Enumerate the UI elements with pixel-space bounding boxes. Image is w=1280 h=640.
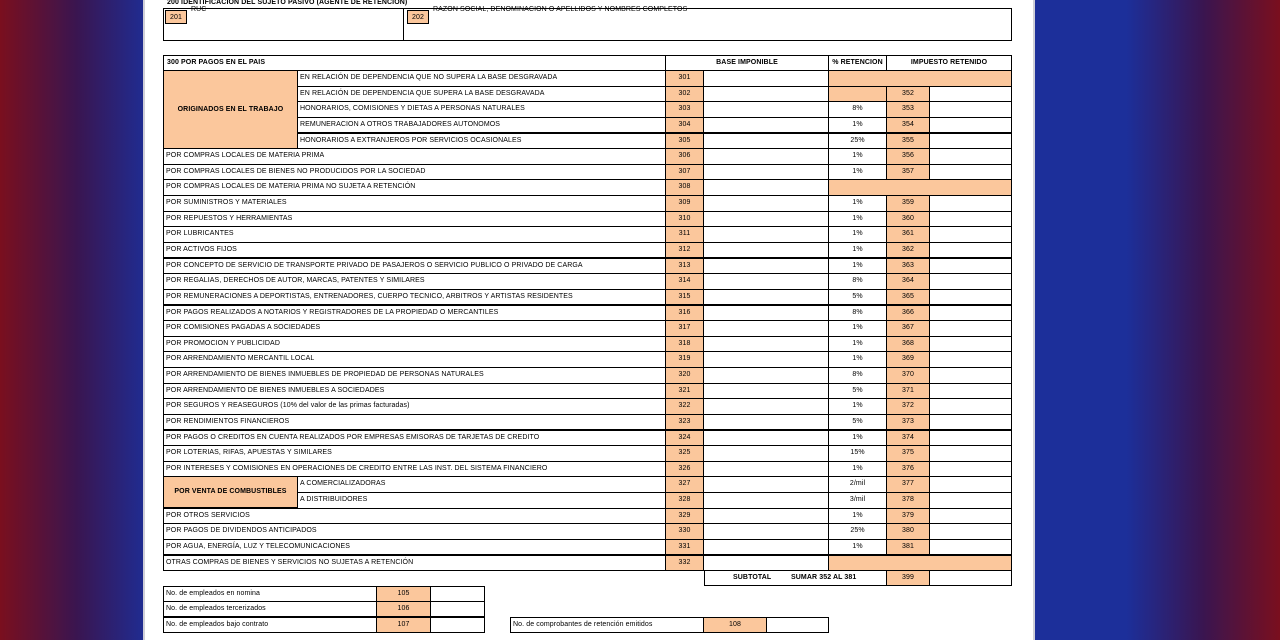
col-impuesto-retenido: IMPUESTO RETENIDO [886,55,1012,71]
base-imponible-field[interactable] [703,461,829,478]
base-imponible-field[interactable] [703,430,829,447]
row-code: 317 [665,320,704,337]
row-code: 309 [665,195,704,212]
retention-code: 375 [886,445,930,462]
row-label: POR ARRENDAMIENTO MERCANTIL LOCAL [163,351,666,368]
comprobantes-code: 108 [703,617,767,633]
row-label: POR COMPRAS LOCALES DE MATERIA PRIMA [163,148,666,165]
row-label: POR PAGOS REALIZADOS A NOTARIOS Y REGISTRADORES DE LA PROPIEDAD O MERCANTILES [163,305,666,322]
impuesto-retenido-field[interactable] [929,523,1012,540]
pct-blocked-cell [828,86,887,103]
impuesto-retenido-field[interactable] [929,86,1012,103]
row-code: 305 [665,133,704,150]
retention-percent: 2/mil [828,476,887,493]
retention-code: 354 [886,117,930,134]
row-code: 328 [665,492,704,509]
row-label: POR PAGOS DE DIVIDENDOS ANTICIPADOS [163,523,666,540]
row-code: 316 [665,305,704,322]
retention-percent: 25% [828,523,887,540]
impuesto-retenido-field[interactable] [929,305,1012,322]
row-code: 303 [665,101,704,118]
base-imponible-field[interactable] [703,195,829,212]
name-label: RAZON SOCIAL, DENOMINACION O APELLIDOS Y NOMBRES COMPLETOS [433,6,688,13]
base-imponible-field[interactable] [703,523,829,540]
row-label: POR LUBRICANTES [163,226,666,243]
base-imponible-field[interactable] [703,555,829,572]
name-code: 202 [407,10,429,24]
row-code: 331 [665,539,704,556]
row-label: POR REMUNERACIONES A DEPORTISTAS, ENTRENADORES, CUERPO TECNICO, ARBITROS Y ARTISTAS RESIDENTES [163,289,666,306]
row-label: POR ARRENDAMIENTO DE BIENES INMUEBLES A SOCIEDADES [163,383,666,400]
empleados-contrato-field[interactable] [430,617,485,633]
row-code: 318 [665,336,704,353]
retention-code: 381 [886,539,930,556]
retention-percent: 3/mil [828,492,887,509]
base-imponible-field[interactable] [703,289,829,306]
impuesto-retenido-field[interactable] [929,273,1012,290]
row-label: POR COMPRAS LOCALES DE BIENES NO PRODUCIDOS POR LA SOCIEDAD [163,164,666,181]
retention-percent: 1% [828,508,887,525]
retention-code: 365 [886,289,930,306]
retention-code: 373 [886,414,930,431]
retention-percent: 1% [828,336,887,353]
retention-percent: 1% [828,226,887,243]
base-imponible-field[interactable] [703,398,829,415]
row-code: 314 [665,273,704,290]
empleados-contrato-code: 107 [376,617,431,633]
base-imponible-field[interactable] [703,242,829,259]
subtotal-label: SUBTOTAL [733,574,772,581]
empleados-nomina-code: 105 [376,586,431,602]
retention-percent: 1% [828,398,887,415]
row-code: 307 [665,164,704,181]
row-label: EN RELACIÓN DE DEPENDENCIA QUE SUPERA LA BASE DESGRAVADA [297,86,666,103]
base-imponible-field[interactable] [703,476,829,493]
base-imponible-field[interactable] [703,351,829,368]
row-code: 319 [665,351,704,368]
row-code: 302 [665,86,704,103]
row-code: 322 [665,398,704,415]
row-code: 329 [665,508,704,525]
row-code: 332 [665,555,704,572]
retention-percent: 1% [828,320,887,337]
row-code: 304 [665,117,704,134]
retention-percent: 8% [828,273,887,290]
no-retention-block [828,70,1012,87]
row-code: 315 [665,289,704,306]
row-label: EN RELACIÓN DE DEPENDENCIA QUE NO SUPERA LA BASE DESGRAVADA [297,70,666,87]
row-label: POR CONCEPTO DE SERVICIO DE TRANSPORTE PRIVADO DE PASAJEROS O SERVICIO PUBLICO O PRIVADO DE CARGA [163,258,666,275]
impuesto-retenido-field[interactable] [929,414,1012,431]
row-code: 324 [665,430,704,447]
empleados-tercerizados-label: No. de empleados tercerizados [163,601,377,617]
row-label: A DISTRIBUIDORES [297,492,666,509]
impuesto-retenido-field[interactable] [929,430,1012,447]
impuesto-retenido-field[interactable] [929,195,1012,212]
row-code: 327 [665,476,704,493]
retention-percent: 1% [828,164,887,181]
retention-code: 352 [886,86,930,103]
base-imponible-field[interactable] [703,445,829,462]
row-label: POR ARRENDAMIENTO DE BIENES INMUEBLES DE PROPIEDAD DE PERSONAS NATURALES [163,367,666,384]
impuesto-retenido-field[interactable] [929,351,1012,368]
row-label: POR RENDIMIENTOS FINANCIEROS [163,414,666,431]
section-200-title: 200 IDENTIFICACION DEL SUJETO PASIVO (AGENTE DE RETENCION) [167,0,408,6]
retention-code: 371 [886,383,930,400]
row-label: POR ACTIVOS FIJOS [163,242,666,259]
impuesto-retenido-field[interactable] [929,476,1012,493]
retention-percent: 1% [828,258,887,275]
group-originados-trabajo: ORIGINADOS EN EL TRABAJO [163,70,298,149]
row-label: HONORARIOS, COMISIONES Y DIETAS A PERSONAS NATURALES [297,101,666,118]
base-imponible-field[interactable] [703,179,829,196]
retention-percent: 1% [828,195,887,212]
tax-form-sheet [143,0,1035,640]
empleados-nomina-label: No. de empleados en nomina [163,586,377,602]
row-label: POR REPUESTOS Y HERRAMIENTAS [163,211,666,228]
comprobantes-label: No. de comprobantes de retención emitidos [510,617,704,633]
base-imponible-field[interactable] [703,211,829,228]
row-code: 308 [665,179,704,196]
impuesto-retenido-field[interactable] [929,492,1012,509]
row-label: OTRAS COMPRAS DE BIENES Y SERVICIOS NO SUJETAS A RETENCIÓN [163,555,666,572]
empleados-contrato-label: No. de empleados bajo contrato [163,617,377,633]
impuesto-retenido-field[interactable] [929,539,1012,556]
impuesto-retenido-field[interactable] [929,133,1012,150]
retention-percent: 1% [828,430,887,447]
base-imponible-field[interactable] [703,70,829,87]
row-code: 310 [665,211,704,228]
empleados-nomina-field[interactable] [430,586,485,602]
retention-percent: 1% [828,242,887,259]
row-label: REMUNERACION A OTROS TRABAJADORES AUTONOMOS [297,117,666,134]
ruc-label: RUC [191,6,207,13]
retention-code: 378 [886,492,930,509]
row-code: 311 [665,226,704,243]
retention-code: 380 [886,523,930,540]
impuesto-retenido-field[interactable] [929,289,1012,306]
base-imponible-field[interactable] [703,117,829,134]
retention-code: 363 [886,258,930,275]
retention-code: 379 [886,508,930,525]
retention-percent: 1% [828,351,887,368]
retention-code: 376 [886,461,930,478]
retention-percent: 8% [828,367,887,384]
retention-percent: 15% [828,445,887,462]
row-code: 330 [665,523,704,540]
base-imponible-field[interactable] [703,492,829,509]
retention-code: 372 [886,398,930,415]
impuesto-retenido-field[interactable] [929,148,1012,165]
col-base-imponible: BASE IMPONIBLE [665,55,829,71]
row-label: POR SEGUROS Y REASEGUROS (10% del valor de las primas facturadas) [163,398,666,415]
no-retention-block [828,179,1012,196]
retention-code: 377 [886,476,930,493]
impuesto-retenido-field[interactable] [929,117,1012,134]
row-code: 321 [665,383,704,400]
empleados-tercerizados-field[interactable] [430,601,485,617]
base-imponible-field[interactable] [703,86,829,103]
row-code: 323 [665,414,704,431]
base-imponible-field[interactable] [703,383,829,400]
retention-code: 369 [886,351,930,368]
base-imponible-field[interactable] [703,164,829,181]
retention-code: 356 [886,148,930,165]
base-imponible-field[interactable] [703,320,829,337]
retention-percent: 1% [828,211,887,228]
base-imponible-field[interactable] [703,508,829,525]
base-imponible-field[interactable] [703,101,829,118]
row-code: 313 [665,258,704,275]
retention-percent: 1% [828,117,887,134]
row-code: 320 [665,367,704,384]
retention-percent: 25% [828,133,887,150]
retention-percent: 8% [828,101,887,118]
retention-percent: 5% [828,414,887,431]
base-imponible-field[interactable] [703,414,829,431]
base-imponible-field[interactable] [703,367,829,384]
retention-percent: 5% [828,289,887,306]
retention-code: 361 [886,226,930,243]
impuesto-retenido-field[interactable] [929,320,1012,337]
impuesto-retenido-field[interactable] [929,101,1012,118]
impuesto-retenido-field[interactable] [929,445,1012,462]
row-label: POR OTROS SERVICIOS [163,508,666,525]
base-imponible-field[interactable] [703,305,829,322]
impuesto-retenido-field[interactable] [929,398,1012,415]
no-retention-block [828,555,1012,572]
subtotal-code: 399 [886,570,930,586]
row-label: POR INTERESES Y COMISIONES EN OPERACIONES DE CREDITO ENTRE LAS INST. DEL SISTEMA FINANCIERO [163,461,666,478]
impuesto-retenido-field[interactable] [929,508,1012,525]
retention-code: 355 [886,133,930,150]
row-code: 326 [665,461,704,478]
retention-code: 359 [886,195,930,212]
retention-code: 357 [886,164,930,181]
impuesto-retenido-field[interactable] [929,258,1012,275]
row-label: POR COMISIONES PAGADAS A SOCIEDADES [163,320,666,337]
retention-percent: 5% [828,383,887,400]
base-imponible-field[interactable] [703,226,829,243]
retention-code: 364 [886,273,930,290]
retention-code: 368 [886,336,930,353]
impuesto-retenido-field[interactable] [929,211,1012,228]
comprobantes-field[interactable] [766,617,829,633]
retention-code: 362 [886,242,930,259]
row-label: POR PROMOCION Y PUBLICIDAD [163,336,666,353]
group-venta-combustibles: POR VENTA DE COMBUSTIBLES [163,476,298,508]
base-imponible-field[interactable] [703,258,829,275]
impuesto-retenido-field[interactable] [929,367,1012,384]
row-label: POR AGUA, ENERGÍA, LUZ Y TELECOMUNICACIONES [163,539,666,556]
retention-percent: 1% [828,539,887,556]
row-label: POR LOTERIAS, RIFAS, APUESTAS Y SIMILARES [163,445,666,462]
retention-percent: 1% [828,148,887,165]
base-imponible-field[interactable] [703,133,829,150]
retention-percent: 1% [828,461,887,478]
identification-divider [403,8,404,41]
empleados-tercerizados-code: 106 [376,601,431,617]
ruc-code: 201 [165,10,187,24]
row-code: 312 [665,242,704,259]
impuesto-retenido-field[interactable] [929,336,1012,353]
retention-code: 366 [886,305,930,322]
retention-code: 370 [886,367,930,384]
row-code: 301 [665,70,704,87]
retention-code: 360 [886,211,930,228]
section-300-title: 300 POR PAGOS EN EL PAIS [163,55,666,71]
row-label: POR SUMINISTROS Y MATERIALES [163,195,666,212]
retention-code: 374 [886,430,930,447]
row-label: A COMERCIALIZADORAS [297,476,666,493]
retention-code: 367 [886,320,930,337]
row-label: HONORARIOS A EXTRANJEROS POR SERVICIOS OCASIONALES [297,133,666,150]
row-label: POR PAGOS O CREDITOS EN CUENTA REALIZADOS POR EMPRESAS EMISORAS DE TARJETAS DE CREDITO [163,430,666,447]
retention-percent: 8% [828,305,887,322]
retention-code: 353 [886,101,930,118]
base-imponible-field[interactable] [703,539,829,556]
base-imponible-field[interactable] [703,148,829,165]
impuesto-retenido-field[interactable] [929,461,1012,478]
subtotal-value-field[interactable] [929,570,1012,586]
row-code: 306 [665,148,704,165]
subtotal-desc: SUMAR 352 AL 381 [791,574,857,581]
row-label: POR REGALIAS, DERECHOS DE AUTOR, MARCAS, PATENTES Y SIMILARES [163,273,666,290]
base-imponible-field[interactable] [703,336,829,353]
row-label: POR COMPRAS LOCALES DE MATERIA PRIMA NO SUJETA A RETENCIÓN [163,179,666,196]
impuesto-retenido-field[interactable] [929,242,1012,259]
impuesto-retenido-field[interactable] [929,383,1012,400]
col-porcentaje-retencion: % RETENCION [828,55,887,71]
impuesto-retenido-field[interactable] [929,226,1012,243]
row-code: 325 [665,445,704,462]
base-imponible-field[interactable] [703,273,829,290]
impuesto-retenido-field[interactable] [929,164,1012,181]
